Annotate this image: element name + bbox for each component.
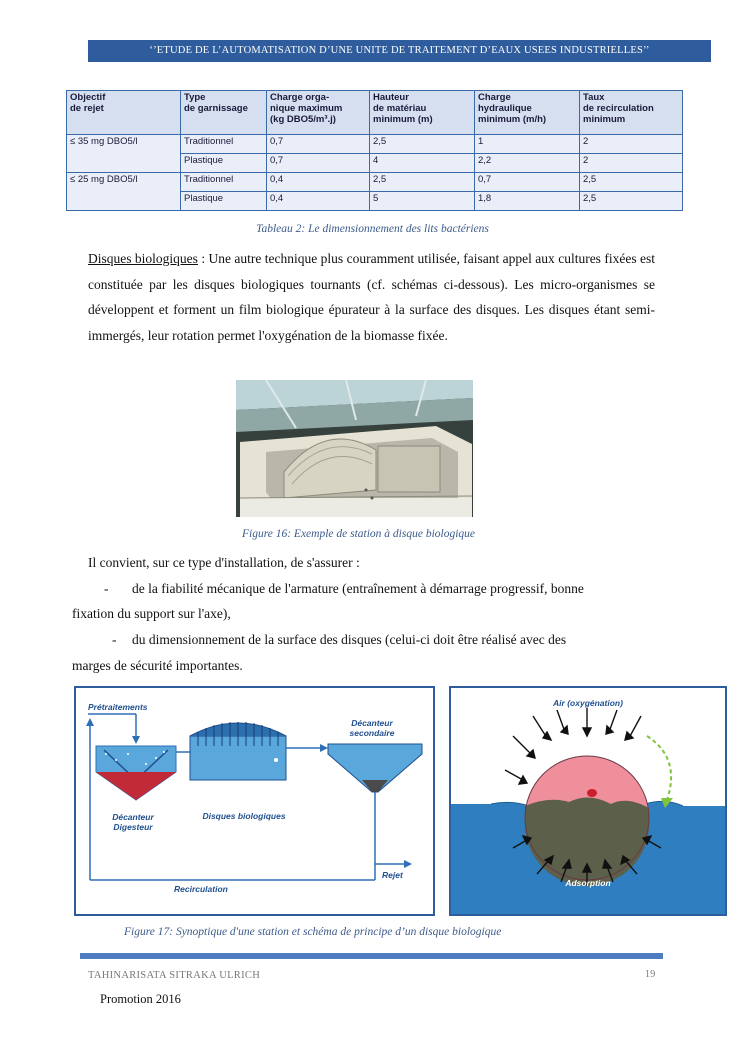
label-decanteur-secondaire: Décanteur secondaire [349,718,395,738]
table-header: Taux de recirculation minimum [580,91,683,135]
table-cell: Plastique [181,154,267,173]
label-disques: Disques biologiques [202,811,286,821]
footer-bar [80,953,663,959]
table-caption: Tableau 2: Le dimensionnement des lits bactériens [256,223,489,235]
table-cell: Traditionnel [181,135,267,154]
term-disques-biologiques: Disques biologiques [88,251,198,266]
table-header: Hauteur de matériau minimum (m) [370,91,475,135]
table-cell: 2 [580,154,683,173]
table-cell: 2 [580,135,683,154]
table-header-row [67,91,683,135]
bullet-dash: - [104,581,109,596]
bullet-dash: - [112,632,117,647]
table-cell: 5 [370,192,475,211]
table-cell: 0,7 [475,173,580,192]
objective-cell: ≤ 25 mg DBO5/l [67,173,181,211]
page-number: 19 [645,969,656,980]
table-cell: 0,7 [267,154,370,173]
table-row [67,173,683,192]
label-air: Air (oxygénation) [553,698,623,708]
table-cell: 0,7 [267,135,370,154]
bullet-text: du dimensionnement de la surface des disques (celui-ci doit être réalisé avec des [132,632,567,647]
bullet-text: de la fiabilité mécanique de l'armature (entraînement à démarrage progressif, bonne [132,581,584,596]
table-header: Type de garnissage [181,91,267,135]
paragraph-text: : Une autre technique plus couramment utilisée, faisant appel aux cultures fixées est constituée par les disques biologiques tournants (cf. schémas ci-dessous). Les micro-organismes se développent et forment un film biologique épurateur à la surface des disques. Les disques étant semi-immergés, leur rotation permet l'oxygénation de la biomasse fixée. [88,251,655,343]
label-rejet: Rejet [382,870,403,880]
figure16-caption: Figure 16: Exemple de station à disque biologique [241,528,476,540]
table-header: Objectif de rejet [67,91,181,135]
table-cell: 1 [475,135,580,154]
figure17-caption: Figure 17: Synoptique d'une station et schéma de principe d’un disque biologique [124,926,502,938]
paragraph-intro: Il convient, sur ce type d'installation, de s'assurer : [88,555,360,570]
table-cell: Traditionnel [181,173,267,192]
paragraph-disques [88,246,655,348]
footer-author: TAHINARISATA SITRAKA ULRICH [88,970,261,981]
station-photo [236,380,473,517]
station-photo-image [236,380,473,517]
table-row [67,135,683,154]
table-header: Charge orga- nique maximum (kg DBO5/m³.j) [267,91,370,135]
disk-principle [449,686,727,916]
page-header: ‘’ETUDE DE L’AUTOMATISATION D’UNE UNITE DE TRAITEMENT D’EAUX USEES INDUSTRIELLES’’ [88,40,711,62]
table-cell: 0,4 [267,192,370,211]
label-pretraitements: Prétraitements [88,702,148,712]
objective-cell: ≤ 35 mg DBO5/l [67,135,181,173]
table-cell: 4 [370,154,475,173]
bullet-text: marges de sécurité importantes. [72,658,243,673]
table-cell: 2,5 [580,192,683,211]
dimension-table [66,90,683,211]
footer-promotion: Promotion 2016 [100,992,181,1006]
label-adsorption: Adsorption [565,878,611,888]
table-cell: 2,5 [370,173,475,192]
table-cell: 0,4 [267,173,370,192]
bullet-text: fixation du support sur l'axe), [72,606,231,621]
table-cell: 2,2 [475,154,580,173]
label-decanteur-digesteur: Décanteur Digesteur [112,812,154,832]
table-cell: 2,5 [370,135,475,154]
label-recirculation: Recirculation [174,884,228,894]
table-header: Charge hydraulique minimum (m/h) [475,91,580,135]
station-synoptic [74,686,435,916]
table-cell: 2,5 [580,173,683,192]
table-cell: 1,8 [475,192,580,211]
table-cell: Plastique [181,192,267,211]
